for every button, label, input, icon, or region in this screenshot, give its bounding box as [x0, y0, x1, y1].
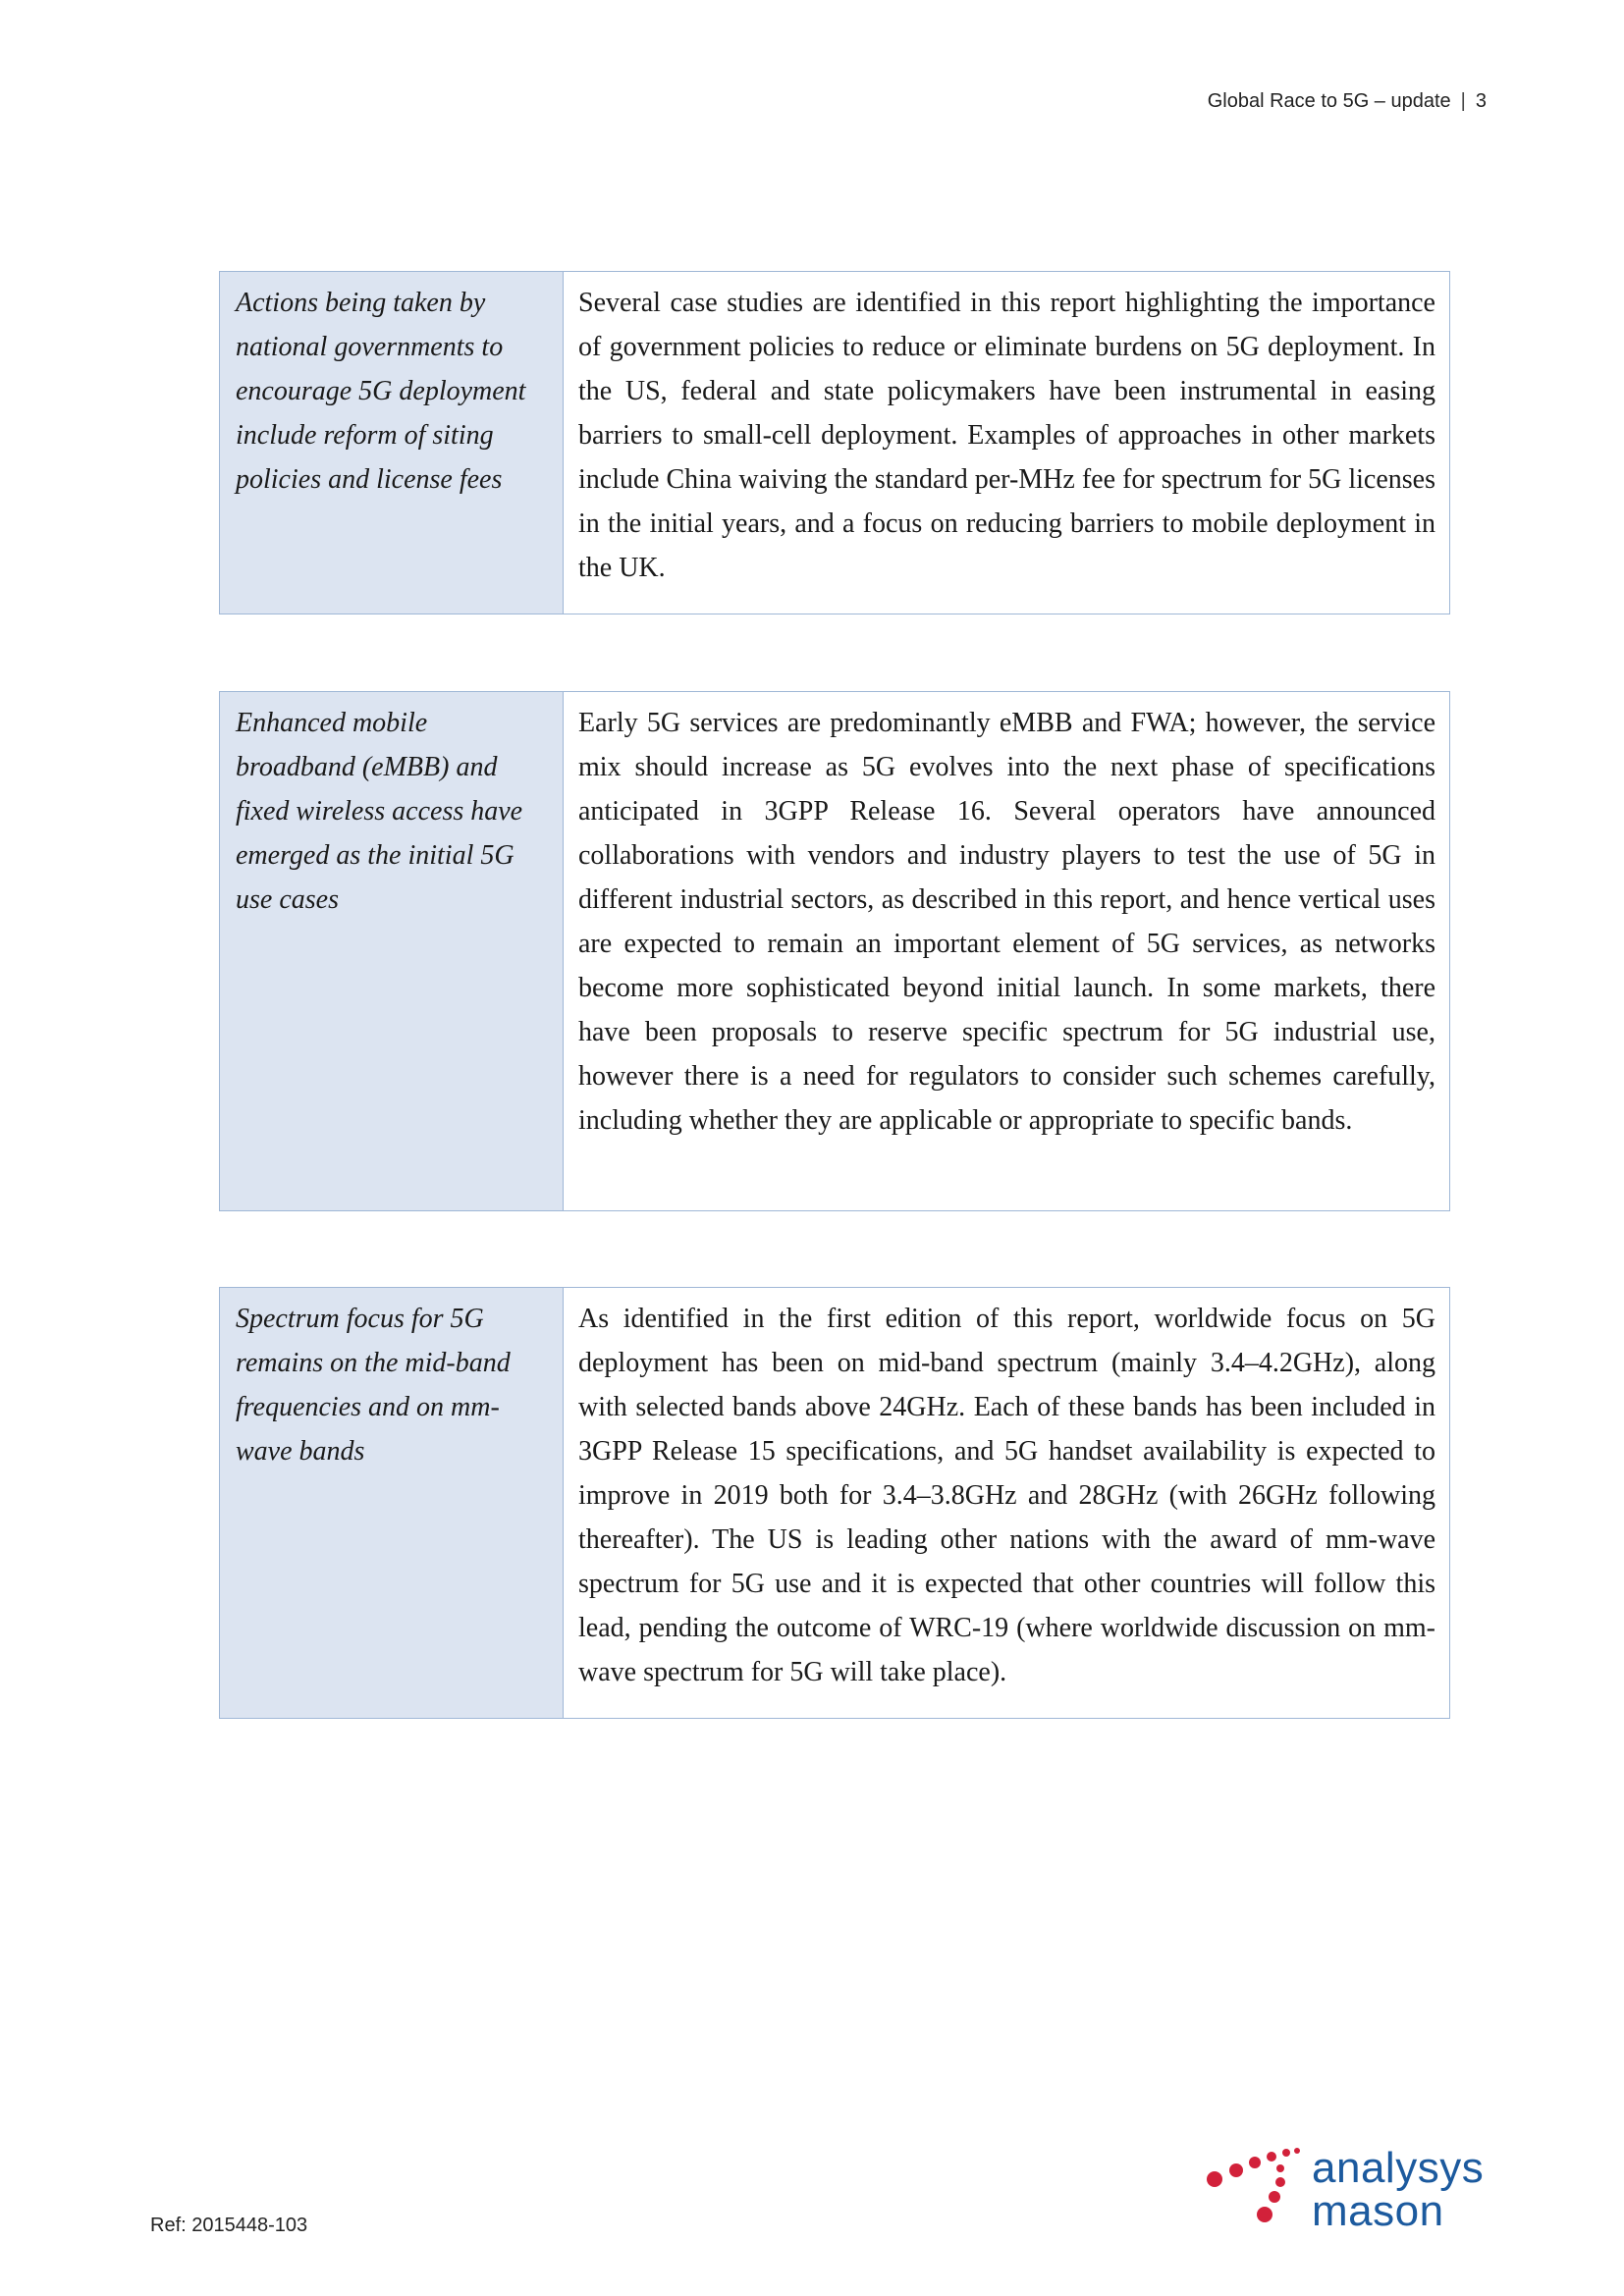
- summary-box-body: Early 5G services are predominantly eMBB and FWA; however, the service mix should increase as 5G evolves into the next phase of specifications anticipated in 3GPP Release 16. Several operators have announced collaborations with vendors and industry players to test the use of 5G in different industrial sectors, as described in this report, and hence vertical uses are expected to remain an important element of 5G services, as networks become more sophisticated beyond initial launch. In some markets, there have been proposals to reserve specific spectrum for 5G industrial use, however there is a need for regulators to consider such schemes carefully, including whether they are applicable or appropriate to specific bands.: [578, 708, 1435, 1136]
- summary-box-use-cases: [219, 691, 1450, 1211]
- summary-box-heading: Actions being taken by national governments to encourage 5G deployment include reform of siting policies and license fees: [220, 272, 564, 614]
- summary-box-body: Several case studies are identified in this report highlighting the importance of government policies to reduce or eliminate burdens on 5G deployment. In the US, federal and state policymakers have been instrumental in easing barriers to small-cell deployment. Examples of approaches in other markets include China waiving the standard per-MHz fee for spectrum for 5G licenses in the initial years, and a focus on reducing barriers to mobile deployment in the UK.: [578, 288, 1435, 583]
- summary-box-spectrum-focus: [219, 1287, 1450, 1719]
- summary-box-body: As identified in the first edition of this report, worldwide focus on 5G deployment has been on mid-band spectrum (mainly 3.4–4.2GHz), along with selected bands above 24GHz. Each of these bands has been included in 3GPP Release 15 specifications, and 5G handset availability is expected to improve in 2019 both for 3.4–3.8GHz and 28GHz (with 26GHz following thereafter). The US is leading other nations with the award of mm-wave spectrum for 5G use and it is expected that other countries will follow this lead, pending the outcome of WRC-19 (where worldwide discussion on mm-wave spectrum for 5G will take place).: [578, 1304, 1435, 1687]
- document-title: Global Race to 5G – update: [1207, 90, 1451, 112]
- analysys-mason-logo: [1206, 2135, 1510, 2243]
- page-number: 3: [1475, 90, 1487, 112]
- page-header: [1208, 90, 1487, 113]
- summary-box-heading: Enhanced mobile broadband (eMBB) and fixed wireless access have emerged as the initial 5G use cases: [220, 692, 564, 1210]
- document-reference: Ref: 2015448-103: [150, 2215, 308, 2236]
- header-separator: |: [1460, 90, 1466, 112]
- logo-word-analysys: analysys: [1312, 2144, 1485, 2192]
- summary-box-heading: Spectrum focus for 5G remains on the mid-band frequencies and on mm-wave bands: [220, 1288, 564, 1718]
- logo-dots-icon: [1206, 2135, 1314, 2243]
- logo-word-mason: mason: [1312, 2187, 1444, 2235]
- summary-box-siting-policies: [219, 271, 1450, 614]
